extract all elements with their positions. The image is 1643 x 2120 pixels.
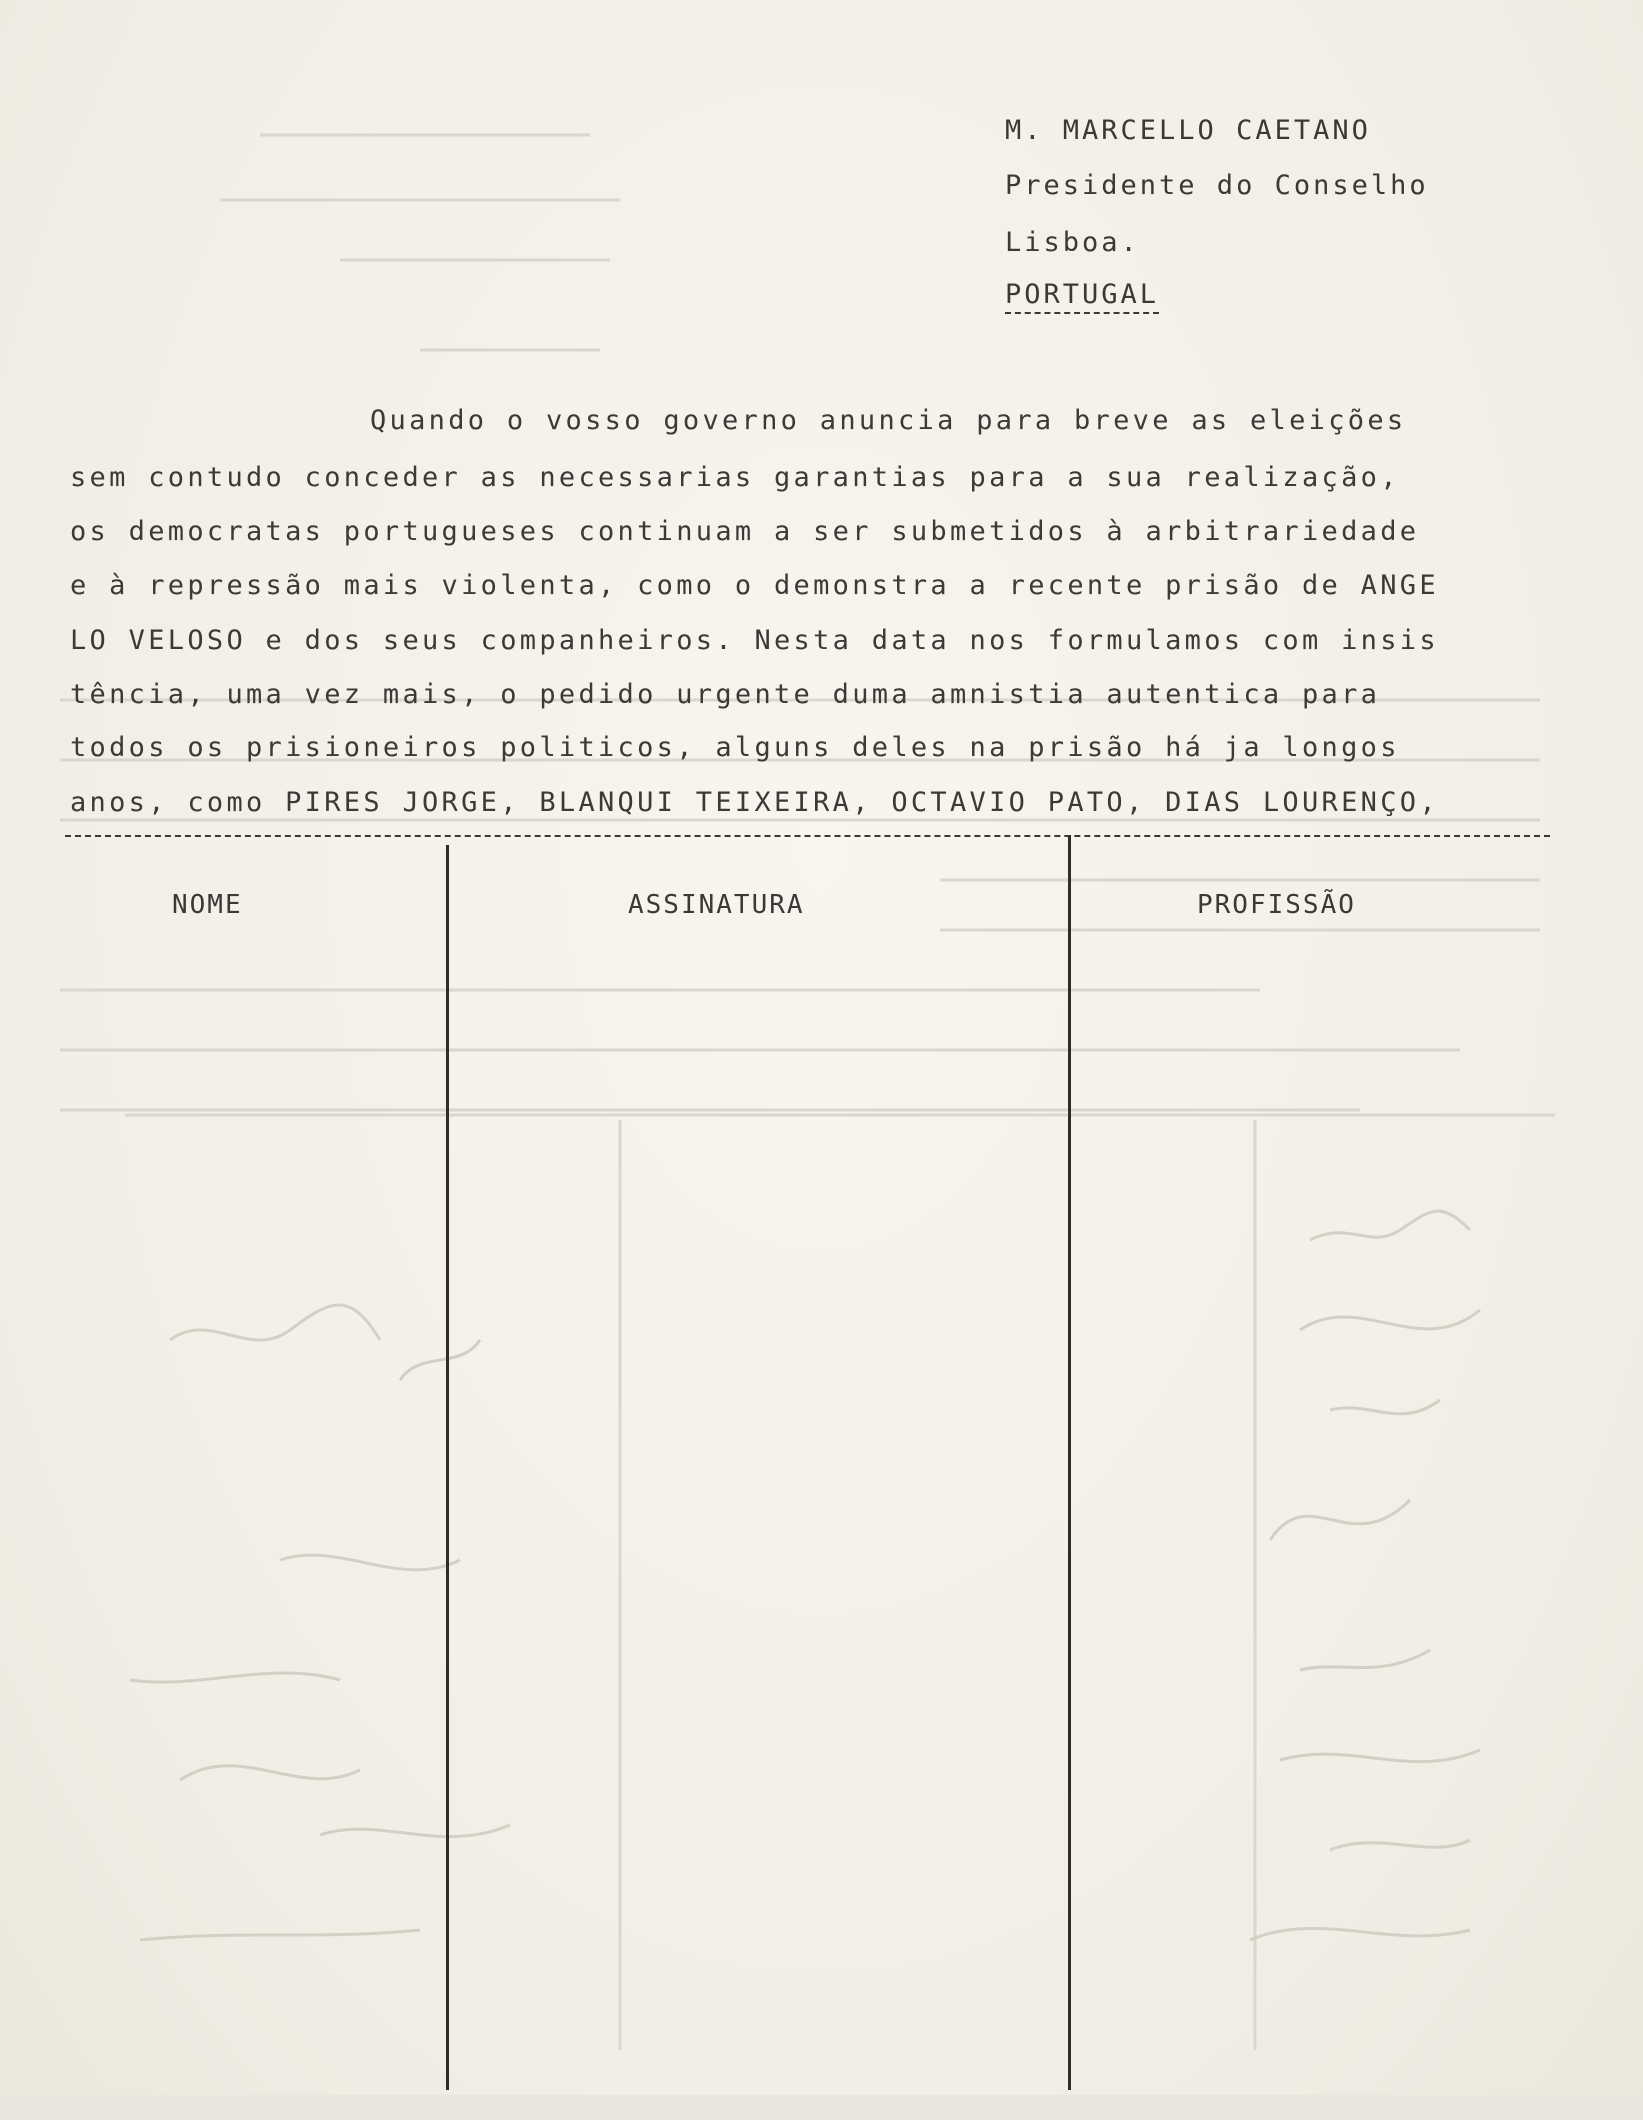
letter-line: LO VELOSO e dos seus companheiros. Nesta data nos formulamos com insis [70,625,1439,656]
letter-line: Quando o vosso governo anuncia para breve as eleições [370,405,1407,436]
letter-line: todos os prisioneiros politicos, alguns deles na prisão há ja longos [70,732,1400,763]
column-divider-left [446,845,449,2090]
column-header-name: NOME [172,890,243,920]
scan-bottom-edge [0,2095,1643,2120]
table-top-rule [65,835,1550,837]
letter-line: tência, uma vez mais, o pedido urgente duma amnistia autentica para [70,679,1381,710]
column-header-profession: PROFISSÃO [1197,890,1356,920]
recipient-country-text: PORTUGAL [1005,279,1159,314]
letter-line: os democratas portugueses continuam a ser submetidos à arbitrariedade [70,516,1420,547]
letter-line: anos, como PIRES JORGE, BLANQUI TEIXEIRA, OCTAVIO PATO, DIAS LOURENÇO, [70,787,1439,818]
column-header-signature: ASSINATURA [628,890,805,920]
recipient-city: Lisboa. [1005,227,1140,258]
recipient-title: Presidente do Conselho [1005,170,1429,201]
letter-line: e à repressão mais violenta, como o demonstra a recente prisão de ANGE [70,570,1439,601]
column-divider-right [1068,835,1071,2090]
recipient-country [1005,279,1159,310]
letter-line: sem contudo conceder as necessarias garantias para a sua realização, [70,462,1400,493]
recipient-name: M. MARCELLO CAETANO [1005,115,1371,146]
